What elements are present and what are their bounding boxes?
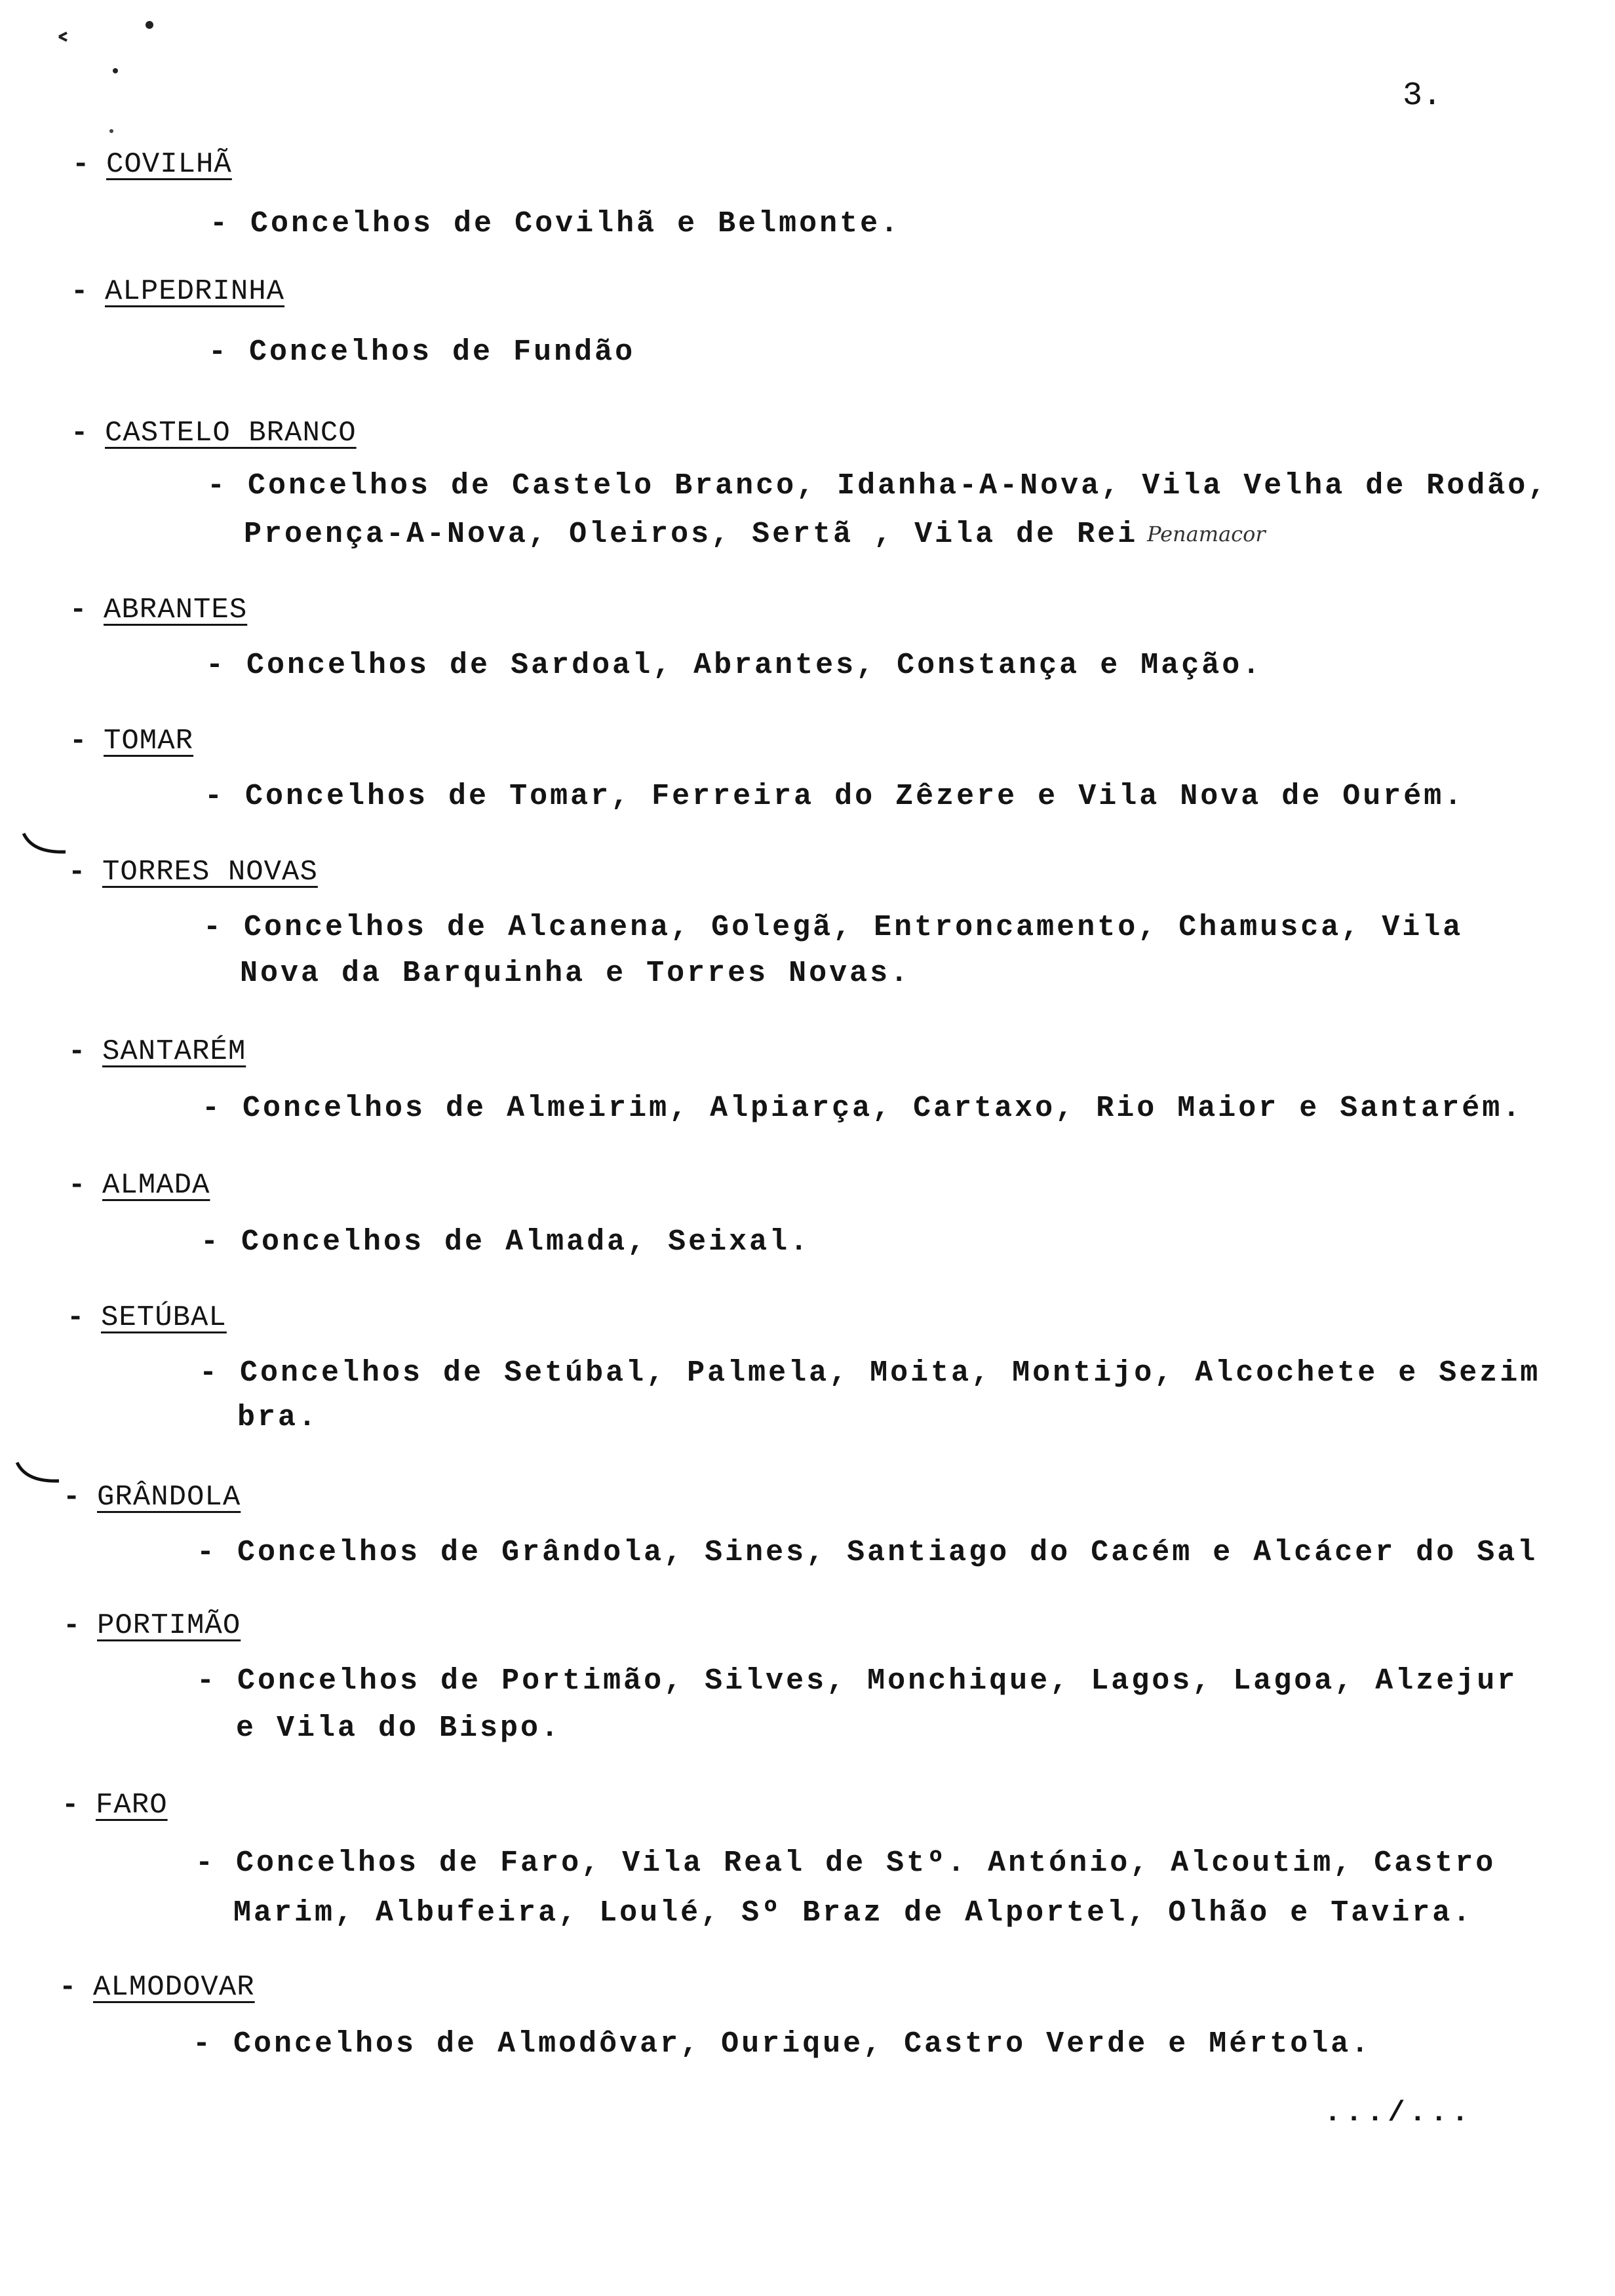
check-mark-icon [13,1459,66,1491]
heading-covilha: COVILHÃ [106,148,232,181]
heading-almodovar: ALMODOVAR [93,1971,255,2004]
section-heading: - PORTIMÃO [63,1609,241,1642]
heading-castelo-branco: CASTELO BRANCO [105,417,357,450]
section-heading: - CASTELO BRANCO [71,417,357,450]
section-heading: - SETÚBAL [67,1301,227,1334]
section-heading: - ALMODOVAR [59,1971,255,2004]
section-heading: - SANTARÉM [68,1035,246,1068]
continuation-mark: .../... [1324,2097,1473,2130]
heading-grandola: GRÂNDOLA [97,1481,241,1514]
handwritten-note: Penamacor [1147,522,1266,546]
section-heading: - TOMAR [69,725,194,757]
section-line: - Concelhos de Covilhã e Belmonte. [210,207,901,240]
page-number: 3. [1403,77,1443,115]
heading-portimao: PORTIMÃO [97,1609,241,1642]
heading-faro: FARO [96,1789,168,1822]
heading-santarem: SANTARÉM [102,1035,246,1068]
heading-alpedrinha: ALPEDRINHA [105,275,285,308]
section-line: - Concelhos de Almodôvar, Ourique, Castro Verde e Mértola. [193,2027,1372,2061]
section-line: - Concelhos de Setúbal, Palmela, Moita, Montijo, Alcochete e Sezim [199,1356,1541,1390]
section-line: - Concelhos de Grândola, Sines, Santiago do Cacém e Alcácer do Sal [197,1536,1538,1569]
section-line: - Concelhos de Sardoal, Abrantes, Constança e Mação. [206,649,1263,682]
section-line: - Concelhos de Faro, Vila Real de Stº. António, Alcoutim, Castro [195,1846,1496,1880]
section-heading: - ALMADA [68,1169,210,1202]
section-heading: - ALPEDRINHA [71,275,285,308]
section-line: - Concelhos de Fundão [208,335,636,369]
section-line: Marim, Albufeira, Loulé, Sº Braz de Alportel, Olhão e Tavira. [233,1896,1473,1930]
section-heading: - GRÂNDOLA [63,1481,241,1514]
section-line: - Concelhos de Tomar, Ferreira do Zêzere e Vila Nova de Ourém. [204,780,1465,813]
heading-tomar: TOMAR [104,725,194,757]
heading-abrantes: ABRANTES [104,594,248,626]
section-line: Nova da Barquinha e Torres Novas. [240,957,911,990]
section-line: - Concelhos de Almeirim, Alpiarça, Cartaxo, Rio Maior e Santarém. [202,1092,1523,1125]
section-line: - Concelhos de Portimão, Silves, Monchique, Lagos, Lagoa, Alzejur [197,1664,1518,1698]
section-line: - Concelhos de Alcanena, Golegã, Entroncamento, Chamusca, Vila [203,911,1464,944]
section-heading: - COVILHÃ [72,148,232,181]
check-mark-icon [20,830,72,862]
section-heading: - TORRES NOVAS [68,856,318,889]
scan-speck-marks [52,20,157,151]
section-line: - Concelhos de Castelo Branco, Idanha-A-Nova, Vila Velha de Rodão, [207,469,1549,503]
section-heading: - FARO [62,1789,168,1822]
heading-almada: ALMADA [102,1169,210,1202]
section-line: bra. [237,1401,319,1434]
section-line: - Concelhos de Almada, Seixal. [201,1225,811,1259]
section-line: e Vila do Bispo. [236,1712,562,1745]
section-heading: - ABRANTES [69,594,248,626]
section-line: Proença-A-Nova, Oleiros, Sertã , Vila de Rei [244,518,1138,551]
heading-setubal: SETÚBAL [101,1301,227,1334]
heading-torres-novas: TORRES NOVAS [102,856,318,889]
